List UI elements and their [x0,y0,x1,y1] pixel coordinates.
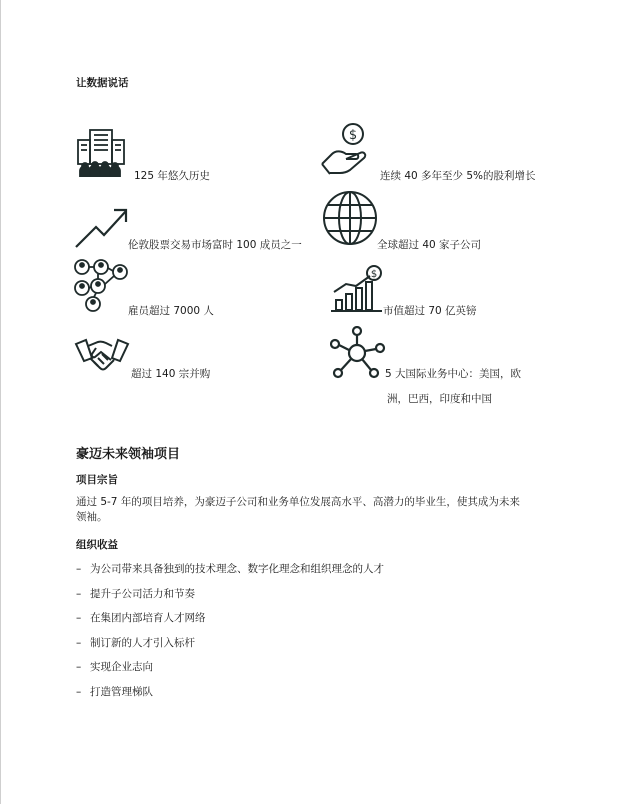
stat-dividend: 连续 40 多年至少 5%的股利增长 [380,170,536,182]
section-heading-data: 让数据说话 [76,77,129,89]
list-item-text: 打造管理梯队 [90,686,153,698]
list-item [76,586,195,601]
stat-history: 125 年悠久历史 [134,170,210,182]
people-network-icon [73,258,129,312]
list-item [76,659,153,674]
list-item [76,610,206,625]
program-title: 豪迈未来领袖项目 [76,447,181,462]
stat-market-cap: 市值超过 70 亿英镑 [383,305,477,317]
purpose-text-line1: 通过 5-7 年的项目培养，为豪迈子公司和业务单位发展高水平、高潜力的毕业生，使其成为未来 [76,496,520,508]
stat-employees: 雇员超过 7000 人 [128,305,214,317]
bullet-dash: – [76,588,82,600]
stat-ftse: 伦敦股票交易市场富时 100 成员之一 [128,239,302,251]
trend-up-arrow-icon [74,205,130,249]
purpose-text-line2: 领袖。 [76,511,108,523]
stat-subsidiaries: 全球超过 40 家子公司 [377,239,482,251]
stat-business-centers-line2: 洲，巴西，印度和中国 [387,393,492,405]
list-item-text: 提升子公司活力和节奏 [90,588,195,600]
list-item [76,635,195,650]
svg-text:$: $ [348,128,358,143]
list-item [76,561,384,576]
bullet-dash: – [76,563,82,575]
bullet-dash: – [76,637,82,649]
handshake-icon [74,336,130,378]
svg-text:$: $ [370,269,378,280]
list-item-text: 在集团内部培育人才网络 [90,612,206,624]
list-item [76,684,153,699]
bullet-dash: – [76,661,82,673]
building-people-icon [76,128,128,178]
stat-business-centers-line1: 5 大国际业务中心：美国，欧 [385,368,522,380]
list-item-text: 为公司带来具备独到的技术理念、数字化理念和组织理念的人才 [90,563,384,575]
bullet-dash: – [76,612,82,624]
list-item-text: 制订新的人才引入标杆 [90,637,195,649]
hub-network-icon [330,326,390,380]
bar-chart-coin-icon [330,264,384,314]
benefits-heading: 组织收益 [76,539,118,551]
bullet-dash: – [76,686,82,698]
purpose-heading: 项目宗旨 [76,474,118,486]
globe-icon [322,190,378,246]
hand-coin-icon [320,122,376,178]
page-edge [0,0,1,804]
stat-acquisitions: 超过 140 宗并购 [131,368,211,380]
list-item-text: 实现企业志向 [90,661,153,673]
